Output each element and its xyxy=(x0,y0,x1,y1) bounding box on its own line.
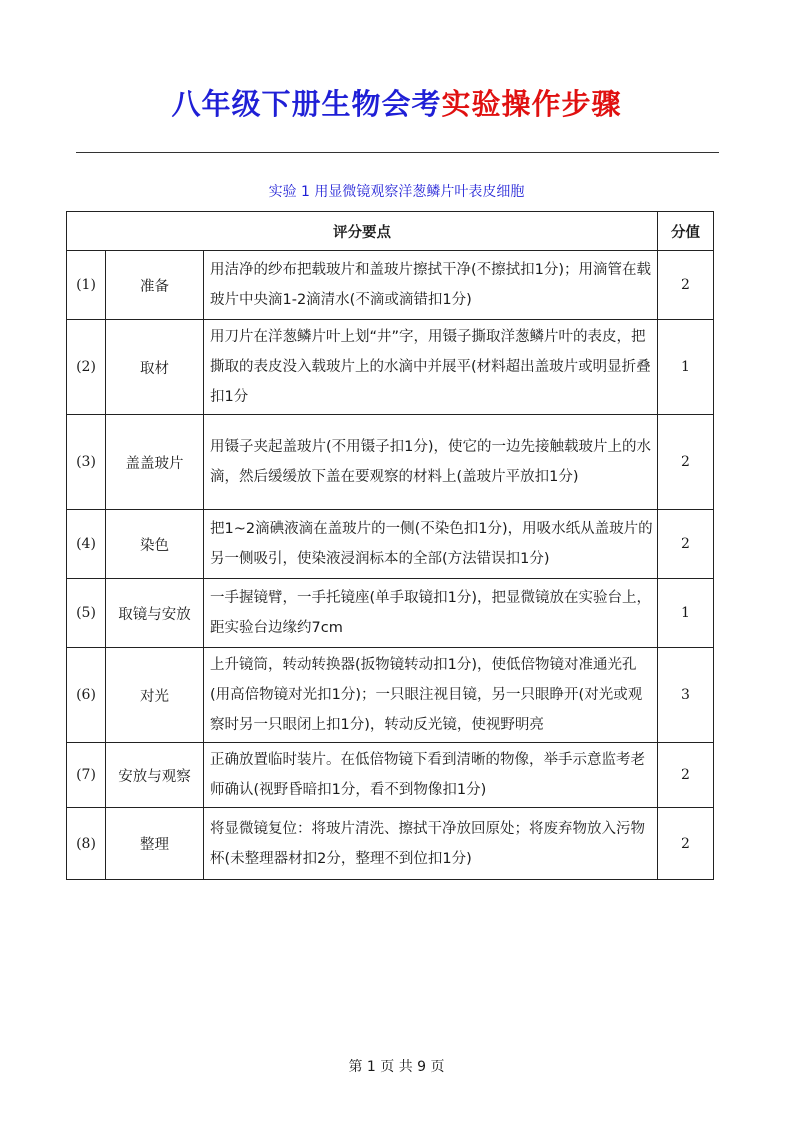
row-description: 正确放置临时装片。在低倍物镜下看到清晰的物像，举手示意监考老师确认(视野昏暗扣1分，看不到物像扣1分) xyxy=(204,743,658,808)
row-score: 1 xyxy=(658,320,714,415)
row-number: (4) xyxy=(67,510,106,579)
table-header-row xyxy=(67,212,714,251)
row-score: 2 xyxy=(658,743,714,808)
row-step: 取镜与安放 xyxy=(106,579,204,648)
row-description: 一手握镜臂，一手托镜座(单手取镜扣1分)，把显微镜放在实验台上，距实验台边缘约7cm xyxy=(204,579,658,648)
row-number: (3) xyxy=(67,415,106,510)
row-step: 安放与观察 xyxy=(106,743,204,808)
row-score: 2 xyxy=(658,808,714,880)
table-row xyxy=(67,510,714,579)
table-row xyxy=(67,415,714,510)
row-step: 盖盖玻片 xyxy=(106,415,204,510)
title-part-blue: 八年级下册生物会考 xyxy=(171,87,442,121)
row-description: 把1~2滴碘液滴在盖玻片的一侧(不染色扣1分)，用吸水纸从盖玻片的另一侧吸引，使染液浸润标本的全部(方法错误扣1分) xyxy=(204,510,658,579)
table-row xyxy=(67,743,714,808)
title-part-red: 实验操作步骤 xyxy=(441,87,622,121)
row-score: 1 xyxy=(658,579,714,648)
row-description: 用洁净的纱布把载玻片和盖玻片擦拭干净(不擦拭扣1分)；用滴管在载玻片中央滴1-2滴清水(不滴或滴错扣1分) xyxy=(204,251,658,320)
table-row xyxy=(67,579,714,648)
row-number: (5) xyxy=(67,579,106,648)
table-row xyxy=(67,251,714,320)
row-step: 对光 xyxy=(106,648,204,743)
row-description: 上升镜筒，转动转换器(扳物镜转动扣1分)，使低倍物镜对准通光孔(用高倍物镜对光扣1分)；一只眼注视目镜，另一只眼睁开(对光或观察时另一只眼闭上扣1分)，转动反光镜，使视野明亮 xyxy=(204,648,658,743)
title-divider xyxy=(76,152,719,153)
page-number: 第 1 页 共 9 页 xyxy=(348,1059,445,1075)
row-score: 2 xyxy=(658,251,714,320)
row-description: 用镊子夹起盖玻片(不用镊子扣1分)，使它的一边先接触载玻片上的水滴，然后缓缓放下盖在要观察的材料上(盖玻片平放扣1分) xyxy=(204,415,658,510)
row-step: 取材 xyxy=(106,320,204,415)
table-row xyxy=(67,320,714,415)
experiment-subtitle: 实验 1 用显微镜观察洋葱鳞片叶表皮细胞 xyxy=(268,184,525,200)
row-number: (6) xyxy=(67,648,106,743)
row-number: (7) xyxy=(67,743,106,808)
document-title xyxy=(0,82,793,123)
table-row xyxy=(67,648,714,743)
row-description: 用刀片在洋葱鳞片叶上划“井”字，用镊子撕取洋葱鳞片叶的表皮，把撕取的表皮没入载玻片上的水滴中并展平(材料超出盖玻片或明显折叠扣1分 xyxy=(204,320,658,415)
row-number: (2) xyxy=(67,320,106,415)
row-number: (8) xyxy=(67,808,106,880)
row-score: 2 xyxy=(658,510,714,579)
row-step: 染色 xyxy=(106,510,204,579)
row-score: 2 xyxy=(658,415,714,510)
row-score: 3 xyxy=(658,648,714,743)
header-score: 分值 xyxy=(658,212,714,251)
header-points: 评分要点 xyxy=(67,212,658,251)
row-number: (1) xyxy=(67,251,106,320)
table-row xyxy=(67,808,714,880)
scoring-table xyxy=(66,211,714,880)
row-description: 将显微镜复位：将玻片清洗、擦拭干净放回原处；将废弃物放入污物杯(未整理器材扣2分，整理不到位扣1分) xyxy=(204,808,658,880)
row-step: 整理 xyxy=(106,808,204,880)
row-step: 准备 xyxy=(106,251,204,320)
